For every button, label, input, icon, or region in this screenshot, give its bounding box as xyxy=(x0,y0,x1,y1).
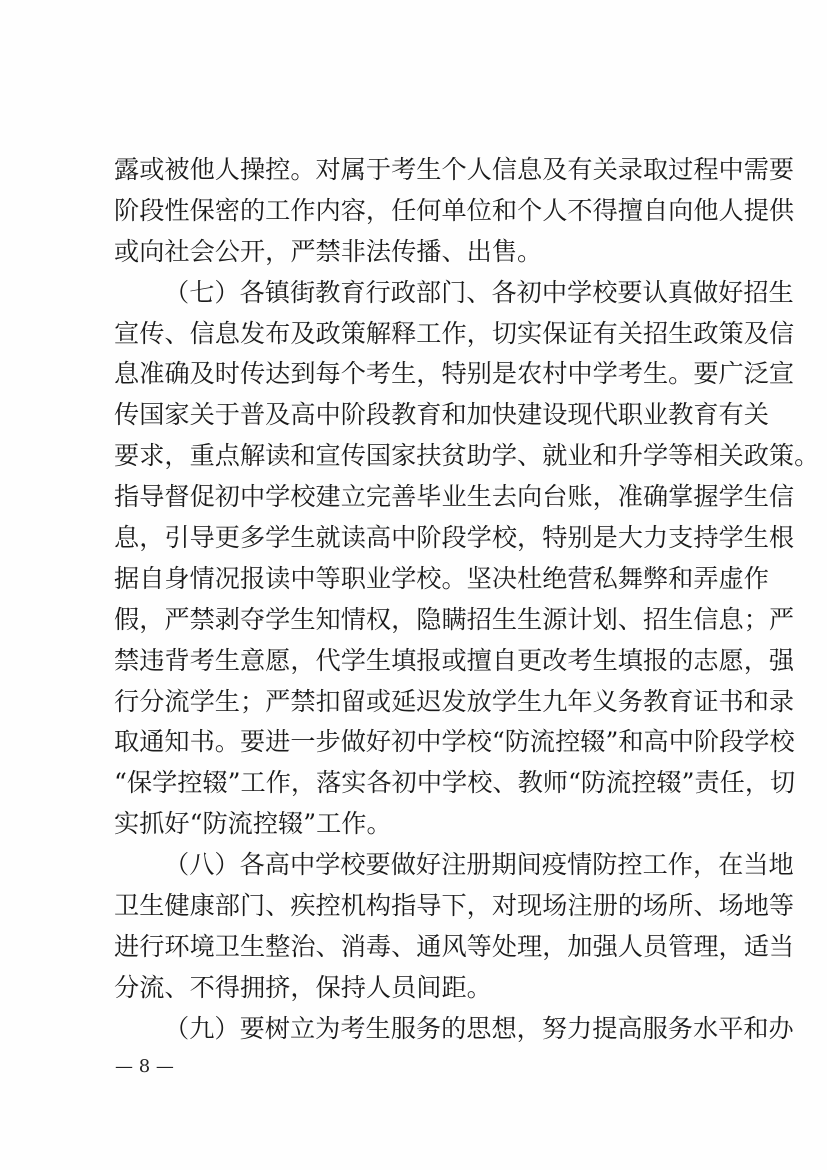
paragraph-seven xyxy=(114,273,820,845)
text-line: （七）各镇街教育行政部门、各初中学校要认真做好招生 xyxy=(164,277,794,307)
paragraph-eight xyxy=(114,845,795,1009)
text-line: 息，引导更多学生就读高中阶段学校，特别是大力支持学生根 xyxy=(114,523,795,553)
text-line: 分流、不得拥挤，保持人员间距。 xyxy=(114,972,492,1002)
paragraph-nine xyxy=(114,1009,794,1050)
text-line: 行分流学生；严禁扣留或延迟发放学生九年义务教育证书和录 xyxy=(114,686,795,716)
text-line: 卫生健康部门、疾控机构指导下，对现场注册的场所、场地等 xyxy=(114,891,795,921)
text-line: 据自身情况报读中等职业学校。坚决杜绝营私舞弊和弄虚作 xyxy=(114,563,769,593)
text-line: 息准确及时传达到每个考生，特别是农村中学考生。要广泛宣 xyxy=(114,359,795,389)
paragraph-continuation xyxy=(114,150,795,273)
page-number: — 8 — xyxy=(115,1056,174,1077)
text-line: 指导督促初中学校建立完善毕业生去向台账，准确掌握学生信 xyxy=(114,482,795,512)
text-line: 宣传、信息发布及政策解释工作，切实保证有关招生政策及信 xyxy=(114,318,795,348)
text-line: 禁违背考生意愿，代学生填报或擅自更改考生填报的志愿，强 xyxy=(114,645,795,675)
body-text xyxy=(114,150,820,1050)
text-line: 取通知书。要进一步做好初中学校“防流控辍”和高中阶段学校 xyxy=(114,727,795,757)
text-line: 或向社会公开，严禁非法传播、出售。 xyxy=(114,236,543,266)
text-line: （八）各高中学校要做好注册期间疫情防控工作，在当地 xyxy=(164,850,794,880)
text-line: “保学控辍”工作，落实各初中学校、教师“防流控辍”责任，切 xyxy=(114,768,796,798)
text-line: 要求，重点解读和宣传国家扶贫助学、就业和升学等相关政策。 xyxy=(114,441,820,471)
text-line: （九）要树立为考生服务的思想，努力提高服务水平和办 xyxy=(164,1013,794,1043)
text-line: 假，严禁剥夺学生知情权，隐瞒招生生源计划、招生信息；严 xyxy=(114,604,795,634)
text-line: 进行环境卫生整治、消毒、通风等处理，加强人员管理，适当 xyxy=(114,931,795,961)
text-line: 传国家关于普及高中阶段教育和加快建设现代职业教育有关 xyxy=(114,400,769,430)
text-line: 阶段性保密的工作内容，任何单位和个人不得擅自向他人提供 xyxy=(114,195,795,225)
text-line: 露或被他人操控。对属于考生个人信息及有关录取过程中需要 xyxy=(114,155,795,184)
text-line: 实抓好“防流控辍”工作。 xyxy=(114,809,392,839)
